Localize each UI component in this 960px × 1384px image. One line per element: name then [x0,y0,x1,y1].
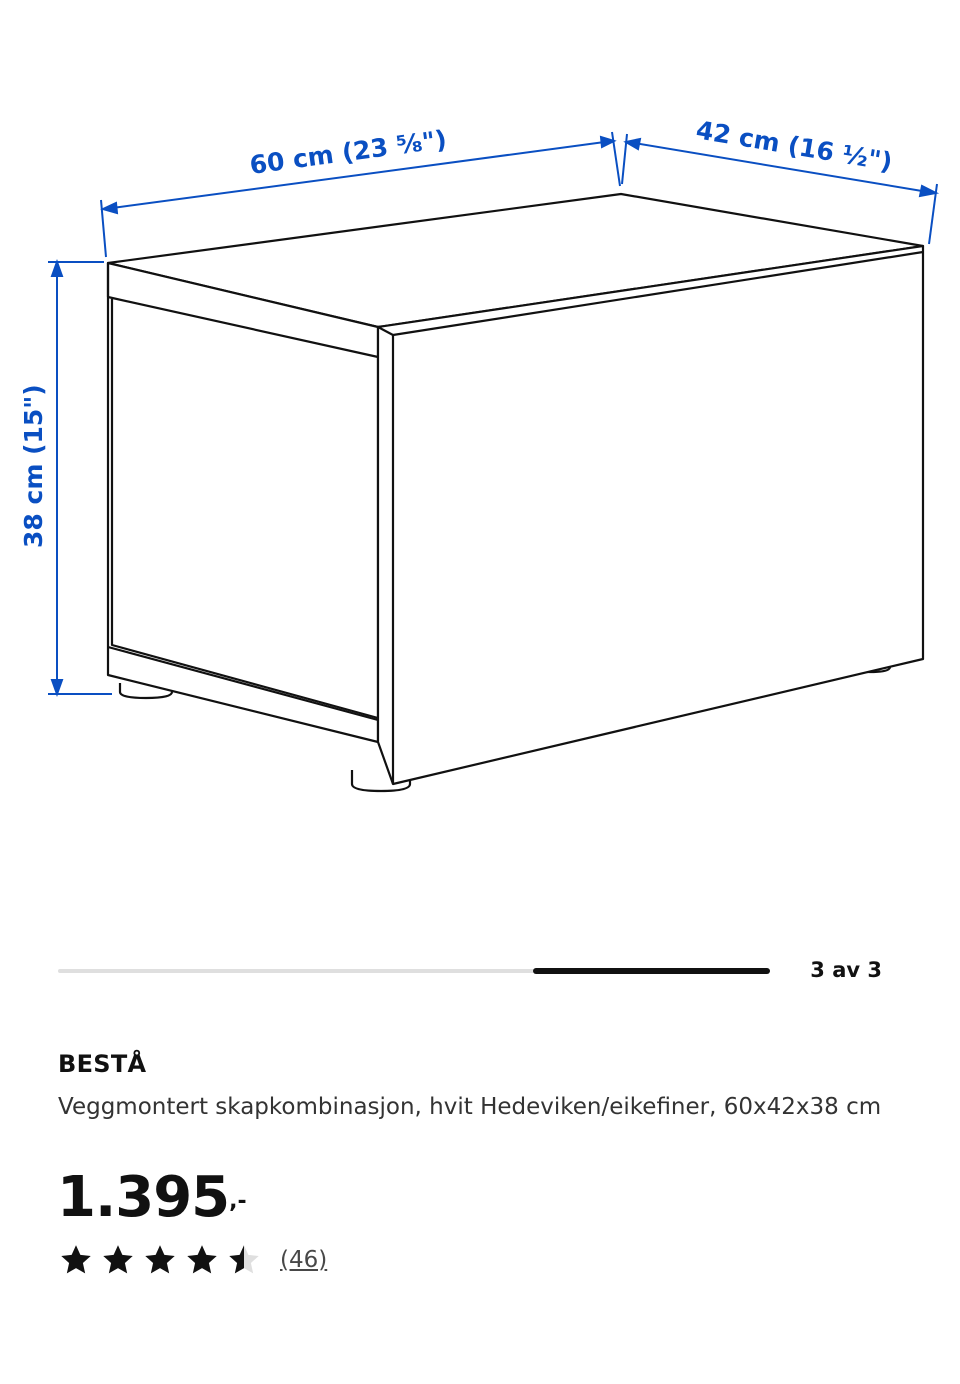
review-count-link[interactable]: (46) [280,1247,328,1273]
price-suffix: ,- [229,1189,247,1214]
product-description: Veggmontert skapkombinasjon, hvit Hedeviken/eikefiner, 60x42x38 cm [58,1094,882,1120]
product-brand[interactable]: BESTÅ [58,1050,147,1078]
width-dimension-label: 60 cm (23 ⅝") [247,124,449,180]
star-full-icon [184,1242,220,1278]
height-dimension-label: 38 cm (15") [19,384,48,548]
rating-stars [58,1242,262,1278]
progress-fill [533,968,770,974]
depth-dimension-label: 42 cm (16 ½") [694,115,895,177]
star-full-icon [58,1242,94,1278]
star-full-icon [142,1242,178,1278]
star-half-icon [226,1242,262,1278]
image-counter: 3 av 3 [810,958,882,982]
product-price [57,1164,247,1232]
star-full-icon [100,1242,136,1278]
gallery-progress-bar[interactable] [58,968,770,974]
cabinet-door [378,246,923,784]
price-amount: 1.395 [57,1165,230,1230]
product-rating[interactable] [58,1242,327,1278]
cabinet-side [108,263,378,742]
